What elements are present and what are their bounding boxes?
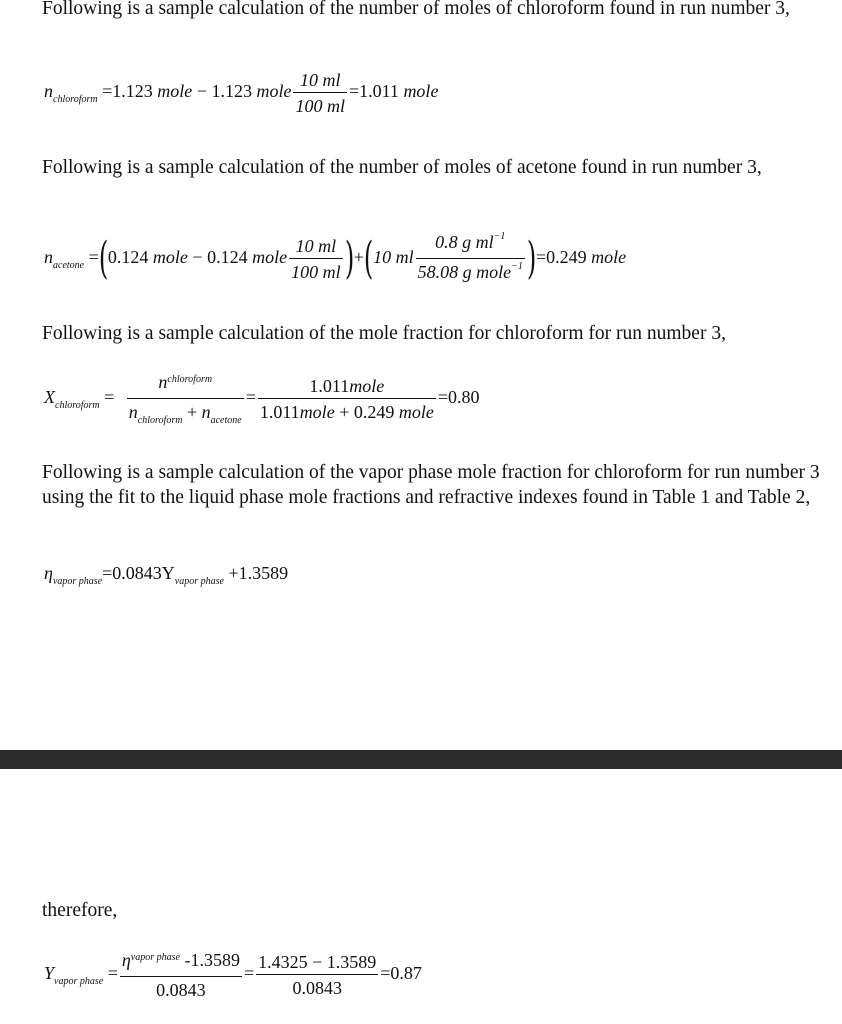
eq1-value-2: − 1.123 [192, 81, 252, 102]
eq3-fraction-1-numerator-subscript: chloroform [167, 374, 213, 385]
eq1-fraction [293, 70, 347, 116]
eq3-fraction-2-denominator-value-2: + 0.249 [339, 402, 395, 422]
eq4-rhs: =0.0843Y [102, 563, 175, 583]
eq3-fraction-2-denominator-unit-2: mole [398, 402, 434, 422]
eq4-eta-subscript: vapor phase [52, 576, 103, 587]
eq3-fraction-1-denominator-subscript-1: chloroform [137, 415, 183, 426]
eq2-result-value: =0.249 [536, 247, 587, 268]
eq2-fraction-1-denominator: 100 ml [291, 262, 341, 282]
eq2-fraction-2-denominator-exponent: −1 [511, 261, 523, 272]
eq5-equals-1: = [107, 963, 118, 984]
eq5-fraction-2-numerator: 1.4325 − 1.3589 [256, 952, 378, 975]
equation-chloroform-moles [44, 70, 438, 116]
equation-acetone-moles [44, 232, 626, 286]
eq1-n-symbol: n [44, 81, 53, 102]
eq2-open-paren-2: ( [363, 233, 374, 284]
eq2-value-1: 0.124 [107, 247, 149, 268]
eq3-fraction-2 [258, 376, 436, 422]
eq3-fraction-2-numerator-unit: mole [349, 376, 385, 396]
eq2-n-symbol: n [44, 247, 53, 268]
eq2-fraction-2-denominator: 58.08 g mole [417, 262, 512, 282]
eq2-unit-2: mole [252, 247, 288, 268]
paragraph-therefore: therefore, [42, 900, 118, 921]
eq5-fraction-1-denominator: 0.0843 [156, 980, 206, 1000]
eq3-fraction-2-denominator-unit-1: mole [299, 402, 335, 422]
paragraph-chloroform-moles-intro: Following is a sample calculation of the number of moles of chloroform found in run number 3, [42, 0, 790, 19]
paragraph-mole-fraction-intro: Following is a sample calculation of the mole fraction for chloroform for run number 3, [42, 323, 726, 344]
eq2-unit-1: mole [152, 247, 188, 268]
eq3-x-subscript: chloroform [55, 400, 100, 412]
eq2-close-paren-2: ) [526, 233, 537, 284]
equation-vapor-phase-mole-fraction [44, 950, 422, 1000]
eq1-fraction-numerator: 10 ml [293, 70, 347, 93]
eq3-result: =0.80 [437, 387, 480, 408]
eq2-close-paren-1: ) [344, 233, 354, 284]
eq3-fraction-1-numerator-n: n [158, 372, 168, 392]
eq2-fraction-2 [416, 232, 525, 286]
paragraph-vapor-phase-intro: Following is a sample calculation of the vapor phase mole fraction for chloroform for run number 3 using the fit to the liquid phase mole fractions and refractive indexes found in Table 1 and Table 2, [42, 462, 820, 508]
eq4-eta-symbol: η [44, 563, 53, 583]
eq3-fraction-1-denominator-n2: n [201, 402, 211, 422]
eq2-fraction-2-numerator-exponent: −1 [493, 231, 506, 242]
eq5-result: =0.87 [380, 963, 422, 984]
eq2-fraction-1-numerator: 10 ml [289, 236, 343, 259]
eq5-fraction-1-eta-subscript: vapor phase [130, 952, 180, 963]
page-divider-bar [0, 750, 842, 769]
eq4-intercept: +1.3589 [228, 563, 289, 583]
eq3-equals-1: = [104, 387, 115, 408]
eq5-y-subscript: vapor phase [54, 976, 104, 988]
eq3-fraction-1-denominator-n1: n [128, 402, 138, 422]
eq2-open-paren-1: ( [98, 233, 109, 284]
eq5-fraction-2 [256, 952, 378, 998]
eq5-y-symbol: Y [44, 963, 55, 984]
eq3-fraction-1 [127, 372, 244, 426]
eq3-equals-2: = [245, 387, 256, 408]
eq1-result-unit: mole [403, 81, 439, 102]
eq3-fraction-1-denominator-plus: + [186, 402, 198, 422]
eq2-plus: + [353, 247, 364, 268]
eq1-unit-1: mole [157, 81, 193, 102]
eq1-n-subscript: chloroform [53, 94, 98, 106]
eq3-fraction-1-denominator-subscript-2: acetone [210, 415, 242, 426]
eq1-unit-2: mole [256, 81, 292, 102]
eq1-result-value: =1.011 [348, 81, 399, 102]
eq3-fraction-2-numerator-value: 1.011 [309, 376, 350, 396]
eq2-equals: = [88, 247, 99, 268]
eq5-fraction-1-eta: η [121, 950, 131, 970]
eq2-volume: 10 ml [373, 247, 414, 268]
eq5-fraction-2-denominator: 0.0843 [292, 978, 342, 998]
eq2-n-subscript: acetone [53, 260, 85, 272]
eq4-y-subscript: vapor phase [174, 576, 224, 587]
eq3-x-symbol: X [44, 387, 55, 408]
equation-mole-fraction-chloroform [44, 372, 480, 426]
equation-refractive-index-fit [44, 563, 289, 587]
eq5-equals-2: = [243, 963, 255, 984]
eq3-fraction-2-denominator-value-1: 1.011 [259, 402, 300, 422]
eq2-fraction-2-numerator: 0.8 g ml [435, 232, 494, 252]
paragraph-acetone-moles-intro: Following is a sample calculation of the number of moles of acetone found in run number 3, [42, 157, 762, 178]
eq5-fraction-1 [120, 950, 242, 1000]
eq2-value-2: − 0.124 [187, 247, 248, 268]
eq2-fraction-1 [289, 236, 343, 282]
eq5-fraction-1-numerator-tail: -1.3589 [184, 950, 240, 970]
eq1-fraction-denominator: 100 ml [295, 96, 345, 116]
eq1-value-1: =1.123 [102, 81, 153, 102]
eq2-result-unit: mole [591, 247, 627, 268]
